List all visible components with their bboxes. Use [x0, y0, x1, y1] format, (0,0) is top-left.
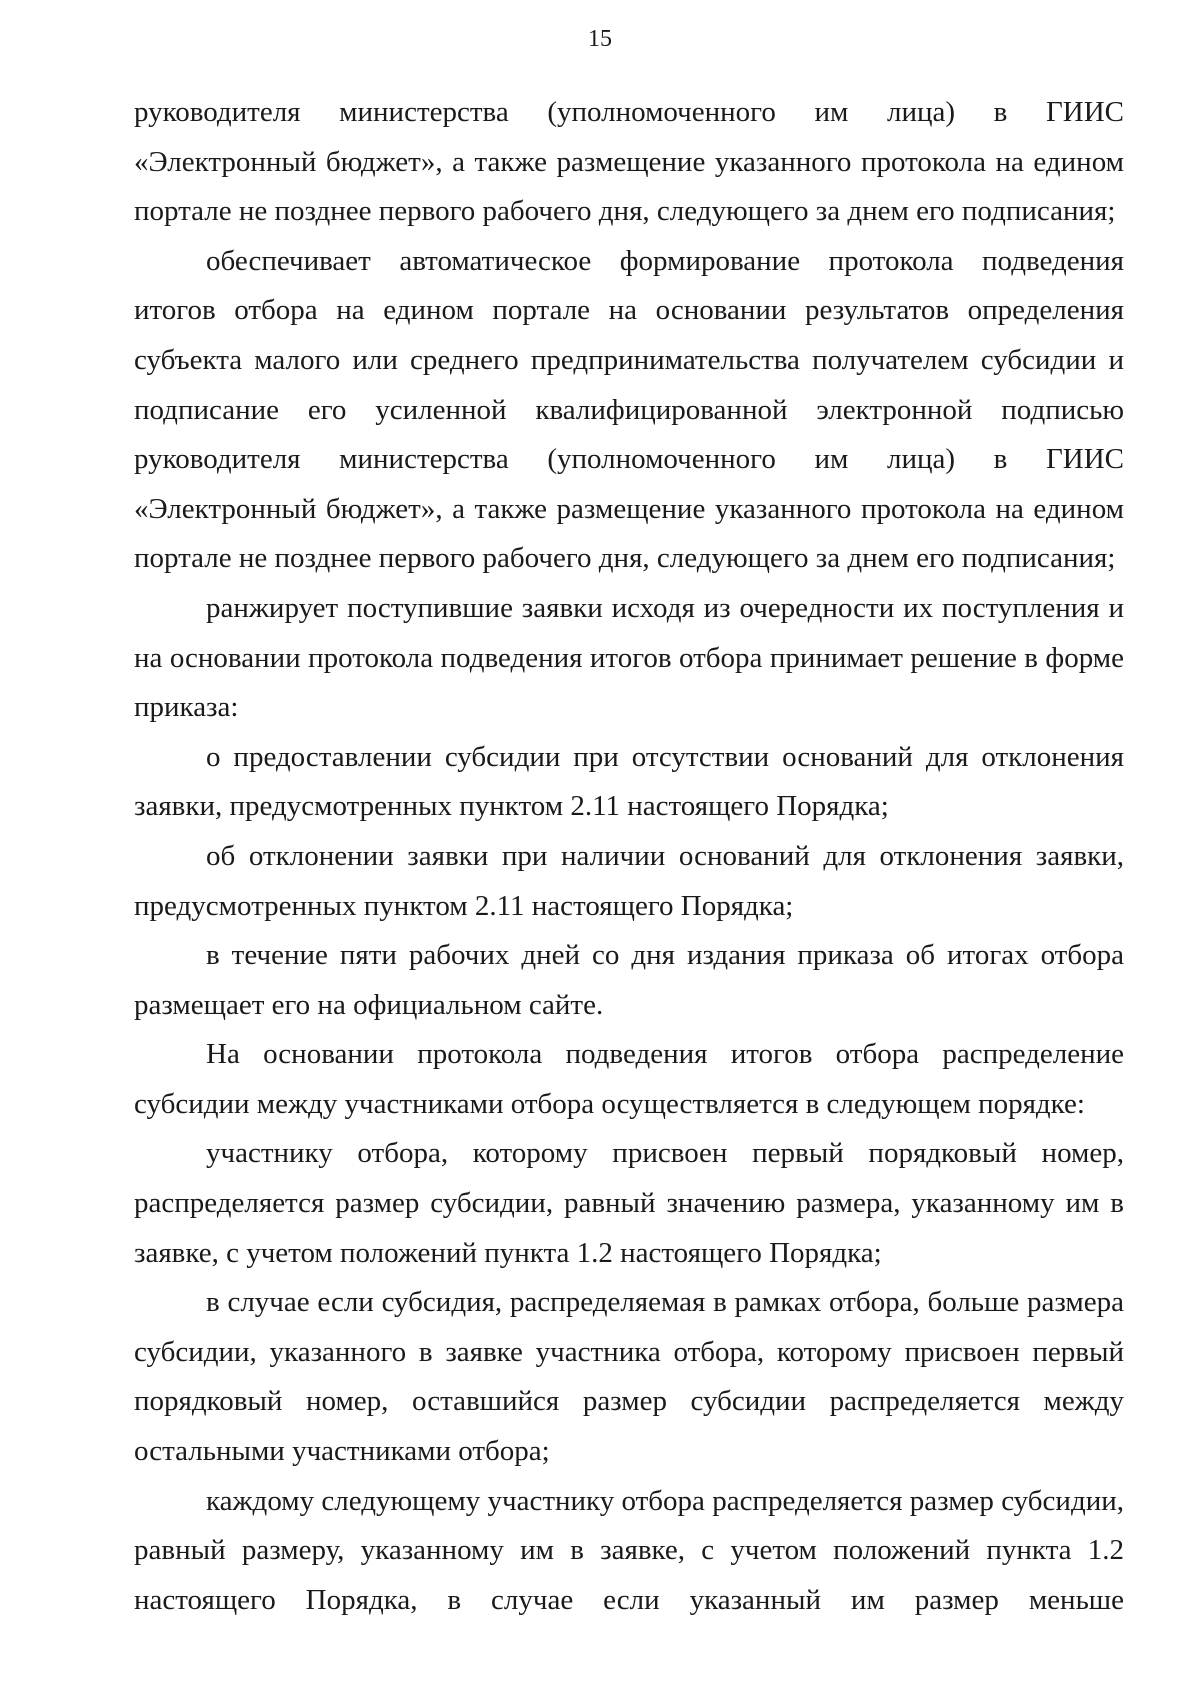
paragraph-cut-off: каждому следующему участнику отбора распределяется размер субсидии, равный размеру, указанному им в заявке, с учетом положений пункта 1.2 настоящего Порядка, в случае если указанный им размер меньше [134, 1484, 1124, 1616]
paragraph: о предоставлении субсидии при отсутствии оснований для отклонения заявки, предусмотренных пунктом 2.11 настоящего Порядка; [134, 740, 1124, 823]
paragraph: в случае если субсидия, распределяемая в рамках отбора, больше размера субсидии, указанного в заявке участника отбора, которому присвоен первый порядковый номер, оставшийся размер субсидии распределяется между остальными участниками отбора; [134, 1286, 1124, 1468]
paragraph: об отклонении заявки при наличии оснований для отклонения заявки, предусмотренных пунктом 2.11 настоящего Порядка; [134, 839, 1124, 922]
document-body [134, 88, 1124, 1625]
paragraph: обеспечивает автоматическое формирование протокола подведения итогов отбора на едином портале на основании результатов определения субъекта малого или среднего предпринимательства получателем субсидии и подписание его усиленной квалифицированной электронной подписью руководителя министерства (уполномоченного им лица) в ГИИС «Электронный бюджет», а также размещение указанного протокола на едином портале не позднее первого рабочего дня, следующего за днем его подписания; [134, 244, 1124, 575]
paragraph: ранжирует поступившие заявки исходя из очередности их поступления и на основании протокола подведения итогов отбора принимает решение в форме приказа: [134, 591, 1124, 724]
page-number: 15 [588, 26, 612, 52]
paragraph: участнику отбора, которому присвоен первый порядковый номер, распределяется размер субсидии, равный значению размера, указанному им в заявке, с учетом положений пункта 1.2 настоящего Порядка; [134, 1137, 1124, 1269]
paragraph: На основании протокола подведения итогов отбора распределение субсидии между участниками отбора осуществляется в следующем порядке: [134, 1038, 1124, 1120]
paragraph: в течение пяти рабочих дней со дня издания приказа об итогах отбора размещает его на официальном сайте. [134, 939, 1124, 1021]
paragraph-continuation: руководителя министерства (уполномоченного им лица) в ГИИС «Электронный бюджет», а также размещение указанного протокола на едином портале не позднее первого рабочего дня, следующего за днем его подписания; [134, 96, 1124, 228]
